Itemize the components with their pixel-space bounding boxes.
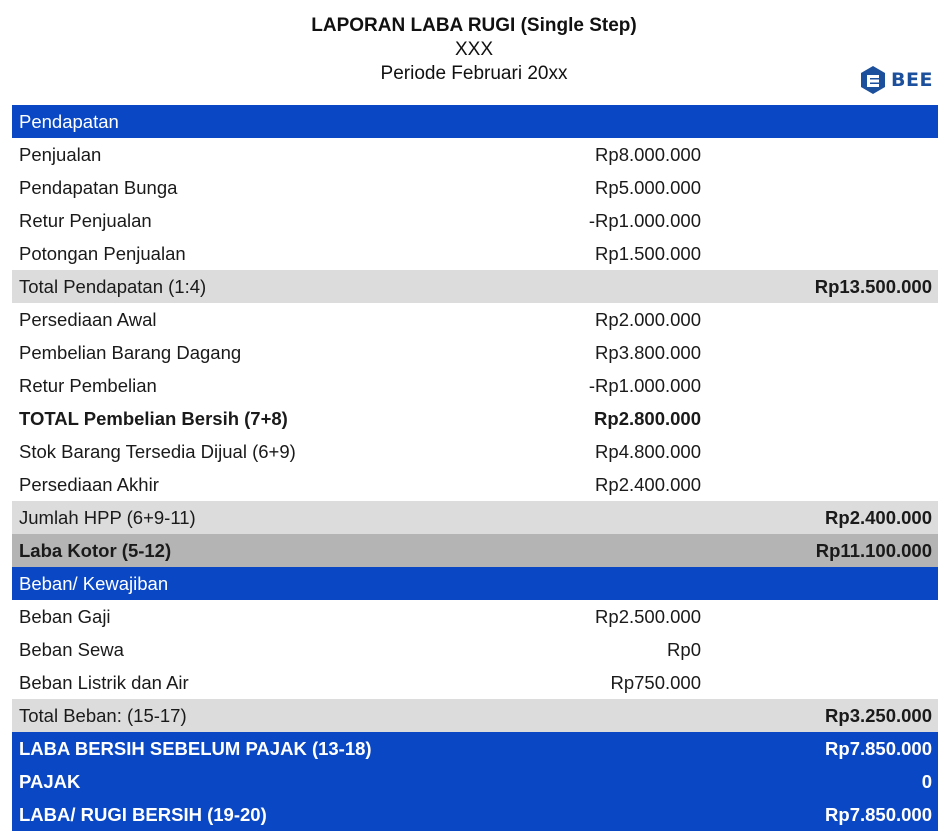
bee-logo-text: BEE xyxy=(891,69,933,91)
statement-row xyxy=(12,270,938,303)
statement-row xyxy=(12,798,938,831)
report-period: Periode Februari 20xx xyxy=(380,63,568,84)
row-amount: Rp2.000.000 xyxy=(595,309,701,330)
row-amount: -Rp1.000.000 xyxy=(588,210,701,231)
statement-row xyxy=(12,732,938,765)
report-header xyxy=(0,14,948,86)
statement-row xyxy=(12,204,938,237)
statement-row xyxy=(12,633,938,666)
row-amount: Rp1.500.000 xyxy=(595,243,701,264)
row-label: Pendapatan Bunga xyxy=(19,177,178,198)
statement-row xyxy=(12,600,938,633)
statement-row xyxy=(12,501,938,534)
row-label: Penjualan xyxy=(19,144,102,165)
row-total: Rp13.500.000 xyxy=(814,276,932,297)
statement-row xyxy=(12,369,938,402)
report-title: LAPORAN LABA RUGI (Single Step) xyxy=(311,15,637,36)
bee-logo-icon xyxy=(860,65,886,95)
statement-row xyxy=(12,534,938,567)
row-amount: Rp2.500.000 xyxy=(595,606,701,627)
row-label: Beban Gaji xyxy=(19,606,111,627)
row-label: Pendapatan xyxy=(19,111,119,132)
row-total: Rp3.250.000 xyxy=(825,705,932,726)
row-label: LABA BERSIH SEBELUM PAJAK (13-18) xyxy=(19,738,372,759)
row-total: 0 xyxy=(921,771,932,792)
statement-row xyxy=(12,402,938,435)
row-label: Laba Kotor (5-12) xyxy=(19,540,172,561)
row-total: Rp11.100.000 xyxy=(815,540,932,561)
row-amount: Rp2.800.000 xyxy=(594,408,701,429)
row-amount: -Rp1.000.000 xyxy=(588,375,701,396)
row-label: Retur Penjualan xyxy=(19,210,152,231)
statement-row xyxy=(12,435,938,468)
row-amount: Rp4.800.000 xyxy=(595,441,701,462)
section-header-row xyxy=(12,567,938,600)
income-statement-table xyxy=(12,105,938,831)
section-header-row xyxy=(12,105,938,138)
row-label: Total Pendapatan (1:4) xyxy=(19,276,207,297)
row-total: Rp7.850.000 xyxy=(825,738,932,759)
row-amount: Rp3.800.000 xyxy=(595,342,701,363)
row-label: TOTAL Pembelian Bersih (7+8) xyxy=(19,408,288,429)
statement-row xyxy=(12,468,938,501)
row-label: Stok Barang Tersedia Dijual (6+9) xyxy=(19,441,296,462)
row-amount: Rp750.000 xyxy=(610,672,701,693)
row-amount: Rp2.400.000 xyxy=(595,474,701,495)
statement-row xyxy=(12,237,938,270)
statement-row xyxy=(12,336,938,369)
statement-row xyxy=(12,699,938,732)
bee-logo xyxy=(860,65,933,95)
row-label: Pembelian Barang Dagang xyxy=(19,342,242,363)
row-total: Rp2.400.000 xyxy=(825,507,932,528)
row-amount: Rp5.000.000 xyxy=(595,177,701,198)
row-label: Jumlah HPP (6+9-11) xyxy=(19,507,196,528)
row-amount: Rp8.000.000 xyxy=(595,144,701,165)
row-total: Rp7.850.000 xyxy=(825,804,932,825)
statement-row xyxy=(12,138,938,171)
company-name: XXX xyxy=(454,39,494,60)
row-label: PAJAK xyxy=(19,771,81,792)
row-amount: Rp0 xyxy=(667,639,701,660)
statement-row xyxy=(12,171,938,204)
row-label: Retur Pembelian xyxy=(19,375,157,396)
row-label: Beban Listrik dan Air xyxy=(19,672,189,693)
row-label: LABA/ RUGI BERSIH (19-20) xyxy=(19,804,267,825)
row-label: Potongan Penjualan xyxy=(19,243,186,264)
row-label: Beban/ Kewajiban xyxy=(19,573,169,594)
statement-row xyxy=(12,765,938,798)
statement-row xyxy=(12,666,938,699)
row-label: Persediaan Akhir xyxy=(19,474,159,495)
row-label: Total Beban: (15-17) xyxy=(19,705,187,726)
row-label: Persediaan Awal xyxy=(19,309,157,330)
row-label: Beban Sewa xyxy=(19,639,124,660)
statement-row xyxy=(12,303,938,336)
